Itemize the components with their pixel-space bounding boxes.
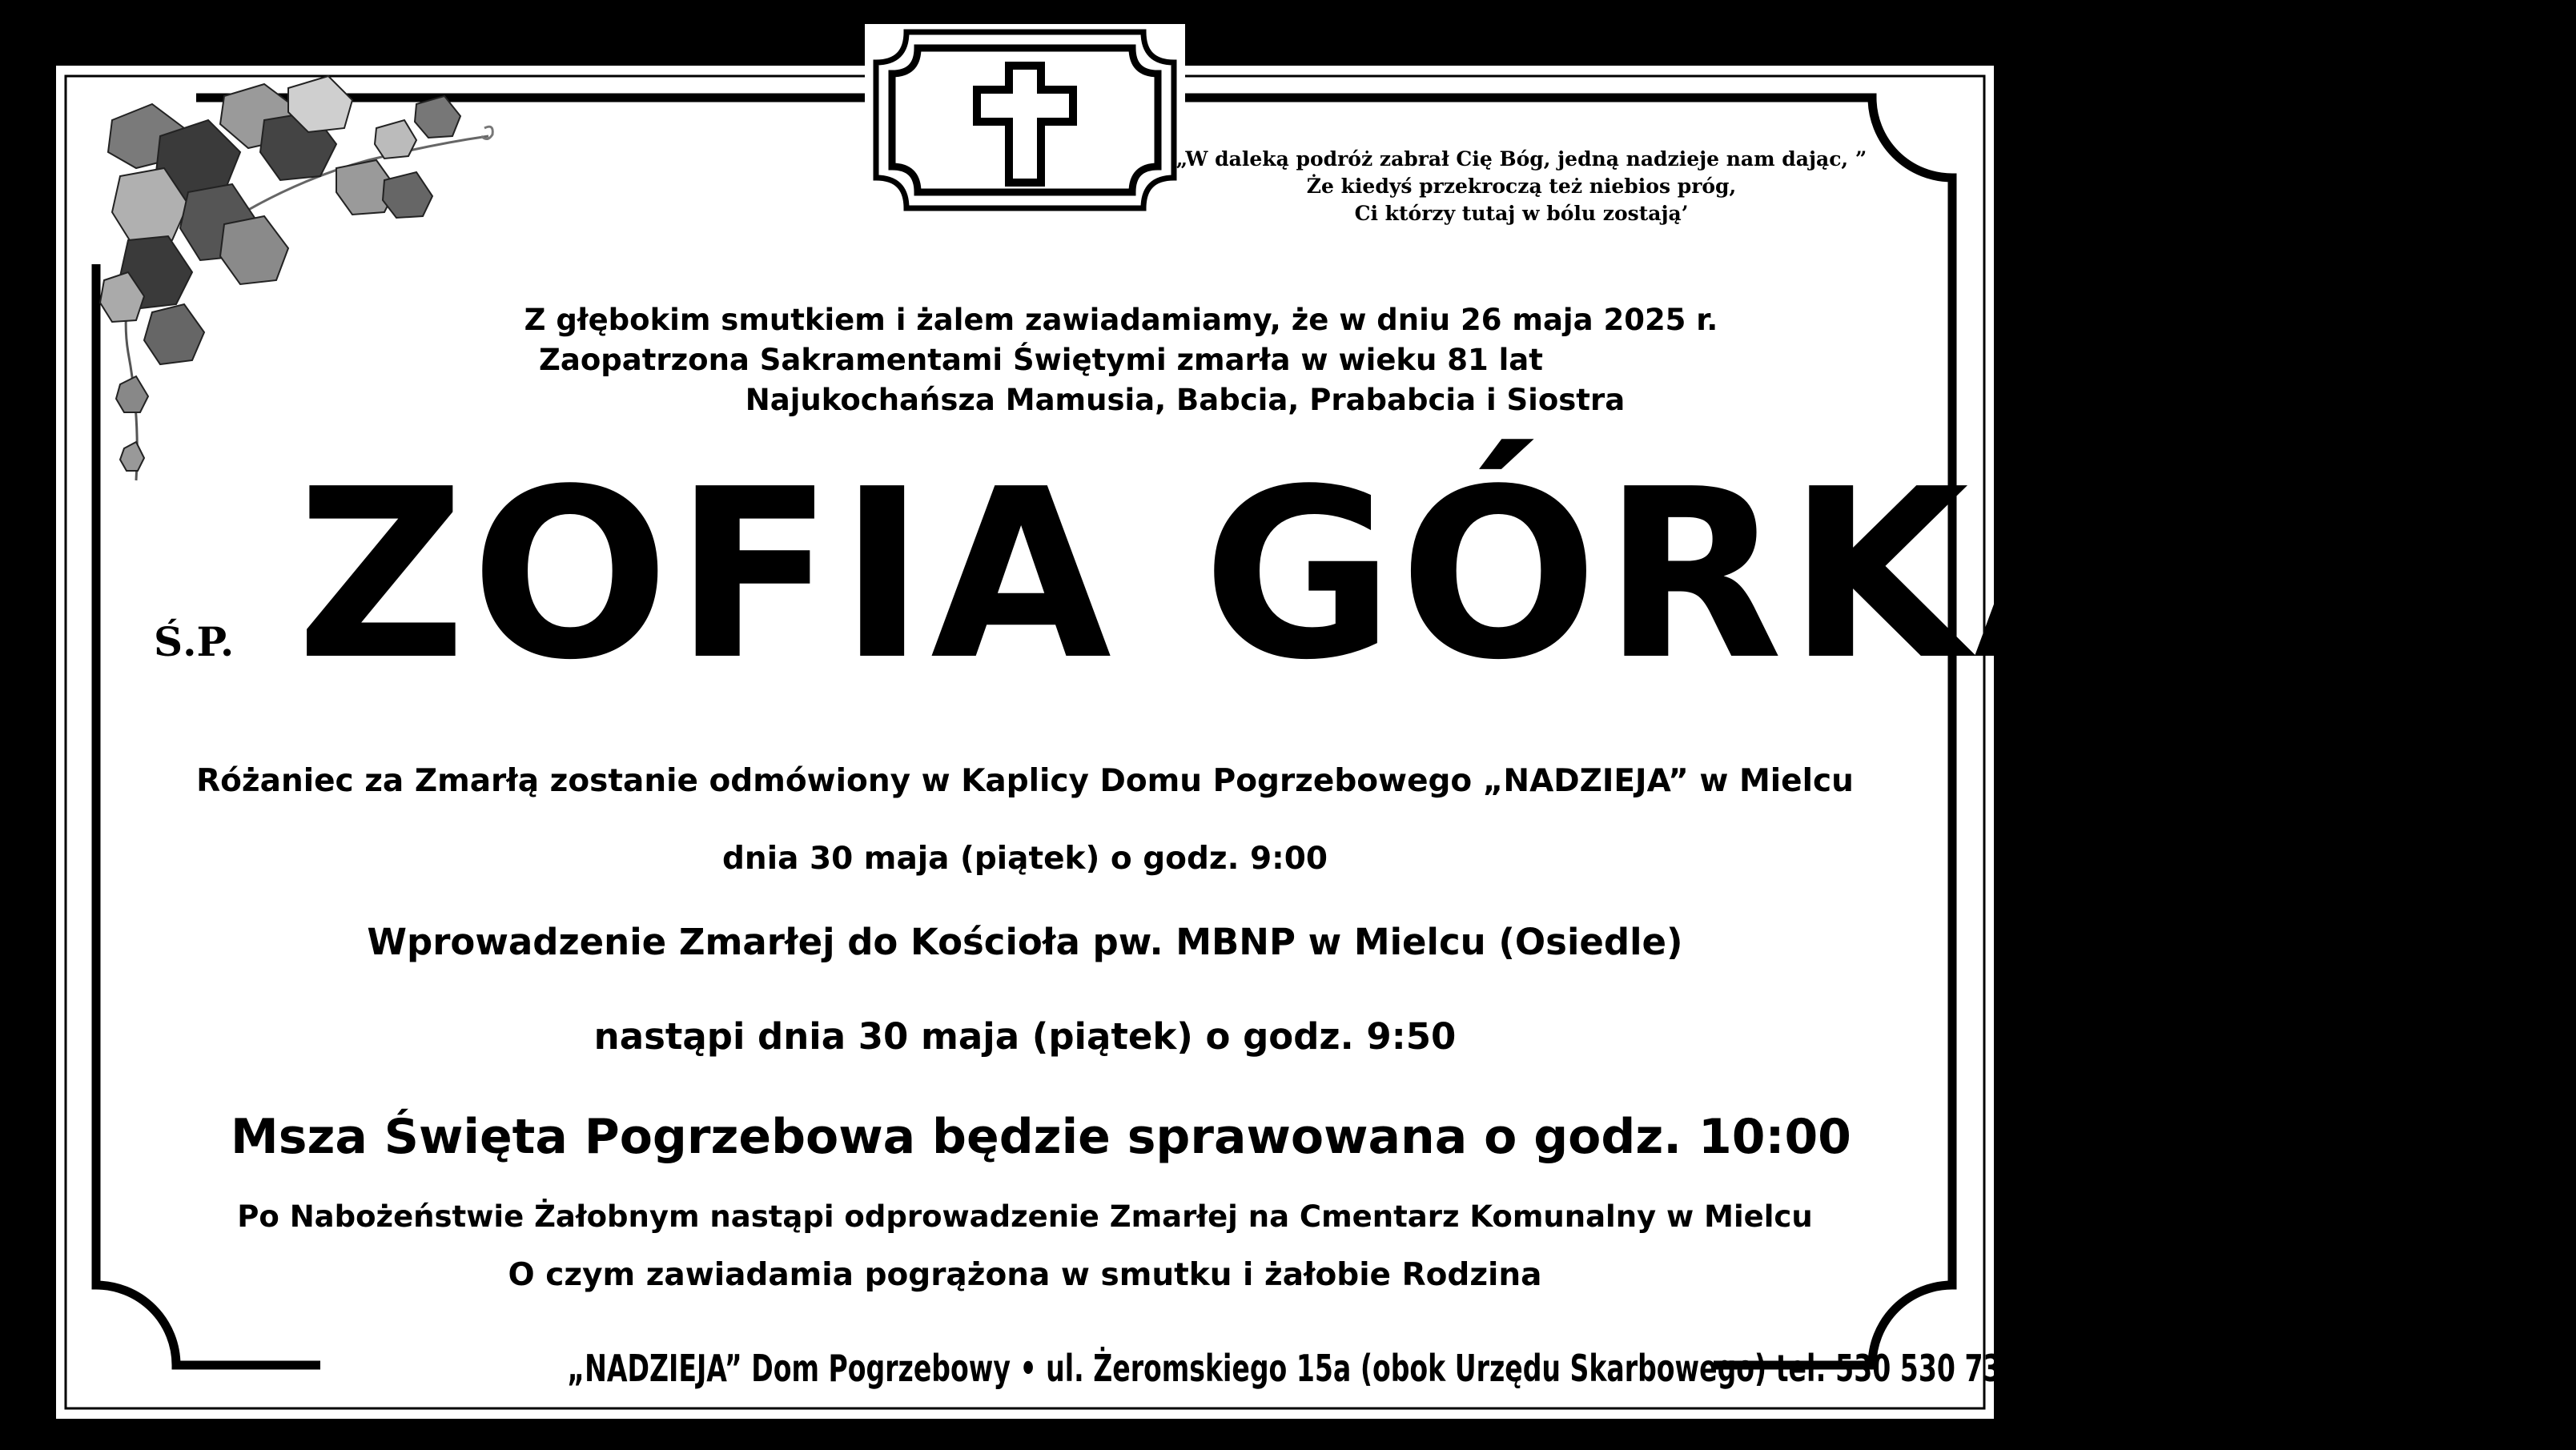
mass-line: Msza Święta Pogrzebowa będzie sprawowana o godz. 10:00 bbox=[231, 1109, 1851, 1165]
poem-line-1: „W daleką podróż zabrał Cię Bóg, jedną nadzieje nam dając, ” bbox=[1175, 147, 1867, 171]
announcement-line-2: Zaopatrzona Sakramentami Świętymi zmarła w wieku 81 lat bbox=[539, 343, 1543, 377]
footer-text: „NADZIEJA” Dom Pogrzebowy • ul. Żeromskiego 15a (obok Urzędu Skarbowego) tel: 530 530 736 • 17 583 69 29 bbox=[567, 1347, 2249, 1390]
introduction-time: nastąpi dnia 30 maja (piątek) o godz. 9:50 bbox=[593, 1015, 1457, 1058]
announcement-line-3: Najukochańsza Mamusia, Babcia, Prababcia i Siostra bbox=[745, 383, 1626, 417]
poem bbox=[1121, 146, 1922, 227]
poem-line-2: Że kiedyś przekroczą też niebios próg, bbox=[1306, 175, 1737, 198]
announcement-line-1: Z głębokim smutkiem i żalem zawiadamiamy, że w dniu 26 maja 2025 r. bbox=[524, 303, 1718, 337]
rosary-time: dnia 30 maja (piątek) o godz. 9:00 bbox=[722, 841, 1328, 877]
funeral-home-footer bbox=[240, 1347, 2249, 1390]
family-line: O czym zawiadamia pogrążona w smutku i żałobie Rodzina bbox=[508, 1257, 1542, 1293]
procession-line: Po Nabożeństwie Żałobnym nastąpi odprowadzenie Zmarłej na Cmentarz Komunalny w Mielcu bbox=[237, 1199, 1813, 1234]
introduction-line: Wprowadzenie Zmarłej do Kościoła pw. MBNP w Mielcu (Osiedle) bbox=[367, 921, 1683, 963]
poem-line-3: Ci którzy tutaj w bólu zostają’ bbox=[1354, 202, 1689, 225]
sp-prefix: Ś.P. bbox=[154, 618, 235, 665]
deceased-name: ZOFIA GÓRKA bbox=[296, 439, 2160, 711]
rosary-line: Różaniec za Zmarłą zostanie odmówiony w Kaplicy Domu Pogrzebowego „NADZIEJA” w Mielcu bbox=[196, 763, 1854, 799]
